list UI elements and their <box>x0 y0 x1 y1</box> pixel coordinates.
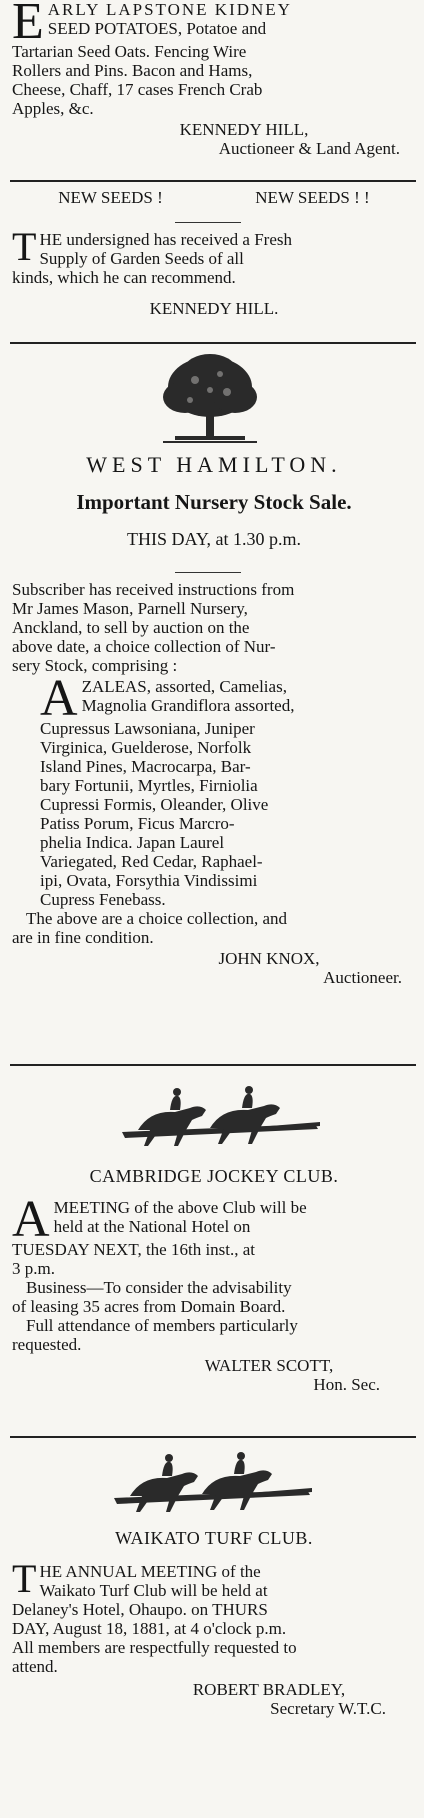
jockey-heading: CAMBRIDGE JOCKEY CLUB. <box>89 1166 339 1186</box>
potatoes-advertisement <box>12 0 416 158</box>
signature: KENNEDY HILL, <box>179 120 309 139</box>
ad-line: Mr James Mason, Parnell Nursery, <box>12 599 248 618</box>
ad-line: held at the National Hotel on <box>53 1217 251 1236</box>
ad-line: Anckland, to sell by auction on the <box>12 618 250 637</box>
signature-title: Hon. Sec. <box>313 1375 380 1394</box>
ad-line: HE undersigned has received a Fresh <box>39 230 292 249</box>
ad-line: Full attendance of members particularly <box>26 1316 298 1335</box>
nursery-body <box>12 580 416 987</box>
turf-heading: WAIKATO TURF CLUB. <box>115 1528 313 1548</box>
signature: KENNEDY HILL. <box>149 299 279 318</box>
signature-title: Auctioneer. <box>323 968 402 987</box>
divider <box>10 180 416 182</box>
drop-cap: T <box>12 1556 37 1601</box>
list-line: ZALEAS, assorted, Camelias, <box>81 677 287 696</box>
seeds-heading-left: NEW SEEDS ! <box>58 188 163 207</box>
list-line: ipi, Ovata, Forsythia Vindissimi <box>40 871 258 890</box>
ad-line: are in fine condition. <box>12 928 154 947</box>
divider <box>10 1436 416 1438</box>
drop-cap: A <box>12 1191 50 1248</box>
drop-cap: E <box>12 0 44 50</box>
short-divider <box>175 222 241 223</box>
seeds-advertisement <box>12 188 416 208</box>
ad-line: Waikato Turf Club will be held at <box>39 1581 268 1600</box>
ad-line: Supply of Garden Seeds of all <box>39 249 244 268</box>
nursery-subheading: Important Nursery Stock Sale. <box>76 490 352 514</box>
list-line: Patiss Porum, Ficus Marcro- <box>40 814 235 833</box>
list-line: Cupressi Formis, Oleander, Olive <box>40 795 269 814</box>
list-line: phelia Indica. Japan Laurel <box>40 833 225 852</box>
signature: WALTER SCOTT, <box>204 1356 334 1375</box>
short-divider <box>175 572 241 573</box>
signature: JOHN KNOX, <box>218 949 320 968</box>
drop-cap: A <box>40 670 78 727</box>
signature-title: Auctioneer & Land Agent. <box>218 139 400 158</box>
drop-cap: T <box>12 224 37 269</box>
list-line: Variegated, Red Cedar, Raphael- <box>40 852 263 871</box>
nursery-advertisement <box>12 452 416 550</box>
ad-line: MEETING of the above Club will be <box>53 1198 307 1217</box>
tree-engraving <box>155 352 265 447</box>
ad-line: Apples, &c. <box>12 99 94 118</box>
turf-advertisement <box>12 1528 416 1718</box>
seeds-body <box>12 224 416 318</box>
list-line: Island Pines, Macrocarpa, Bar- <box>40 757 251 776</box>
ad-line: kinds, which he can recommend. <box>12 268 236 287</box>
ad-line: Subscriber has received instructions from <box>12 580 295 599</box>
list-line: bary Fortunii, Myrtles, Firniolia <box>40 776 258 795</box>
ad-line: sery Stock, comprising : <box>12 656 178 675</box>
list-line: Cupress Fenebass. <box>40 890 166 909</box>
list-line: Cupressus Lawsoniana, Juniper <box>40 719 255 738</box>
racehorses-engraving <box>120 1080 320 1155</box>
signature: ROBERT BRADLEY, <box>192 1680 346 1699</box>
ad-line: All members are respectfully requested to <box>12 1638 297 1657</box>
signature-title: Secretary W.T.C. <box>270 1699 386 1718</box>
ad-line: above date, a choice collection of Nur- <box>12 637 276 656</box>
ad-line: Cheese, Chaff, 17 cases French Crab <box>12 80 263 99</box>
list-line: Virginica, Guelderose, Norfolk <box>40 738 252 757</box>
jockey-advertisement <box>12 1166 416 1394</box>
divider <box>10 342 416 344</box>
ad-line: TUESDAY NEXT, the 16th inst., at <box>12 1240 256 1259</box>
ad-line: of leasing 35 acres from Domain Board. <box>12 1297 286 1316</box>
ad-line: DAY, August 18, 1881, at 4 o'clock p.m. <box>12 1619 287 1638</box>
ad-line: HE ANNUAL MEETING of the <box>39 1562 261 1581</box>
ad-line: Delaney's Hotel, Ohaupo. on THURS <box>12 1600 268 1619</box>
ad-line: Rollers and Pins. Bacon and Hams, <box>12 61 253 80</box>
ad-line: Business—To consider the advisability <box>26 1278 292 1297</box>
list-line: Magnolia Grandiflora assorted, <box>81 696 295 715</box>
divider <box>10 1064 416 1066</box>
ad-line: Tartarian Seed Oats. Fencing Wire <box>12 42 247 61</box>
ad-line: The above are a choice collection, and <box>26 909 288 928</box>
seeds-heading-right: NEW SEEDS ! ! <box>255 188 370 207</box>
nursery-time: THIS DAY, at 1.30 p.m. <box>126 529 301 549</box>
racehorses-engraving <box>112 1450 312 1520</box>
ad-line: 3 p.m. <box>12 1259 55 1278</box>
ad-line: attend. <box>12 1657 58 1676</box>
ad-line: ARLY LAPSTONE KIDNEY <box>47 0 292 19</box>
ad-line: SEED POTATOES, Potatoe and <box>47 19 267 38</box>
ad-line: requested. <box>12 1335 82 1354</box>
nursery-heading: WEST HAMILTON. <box>86 452 342 477</box>
